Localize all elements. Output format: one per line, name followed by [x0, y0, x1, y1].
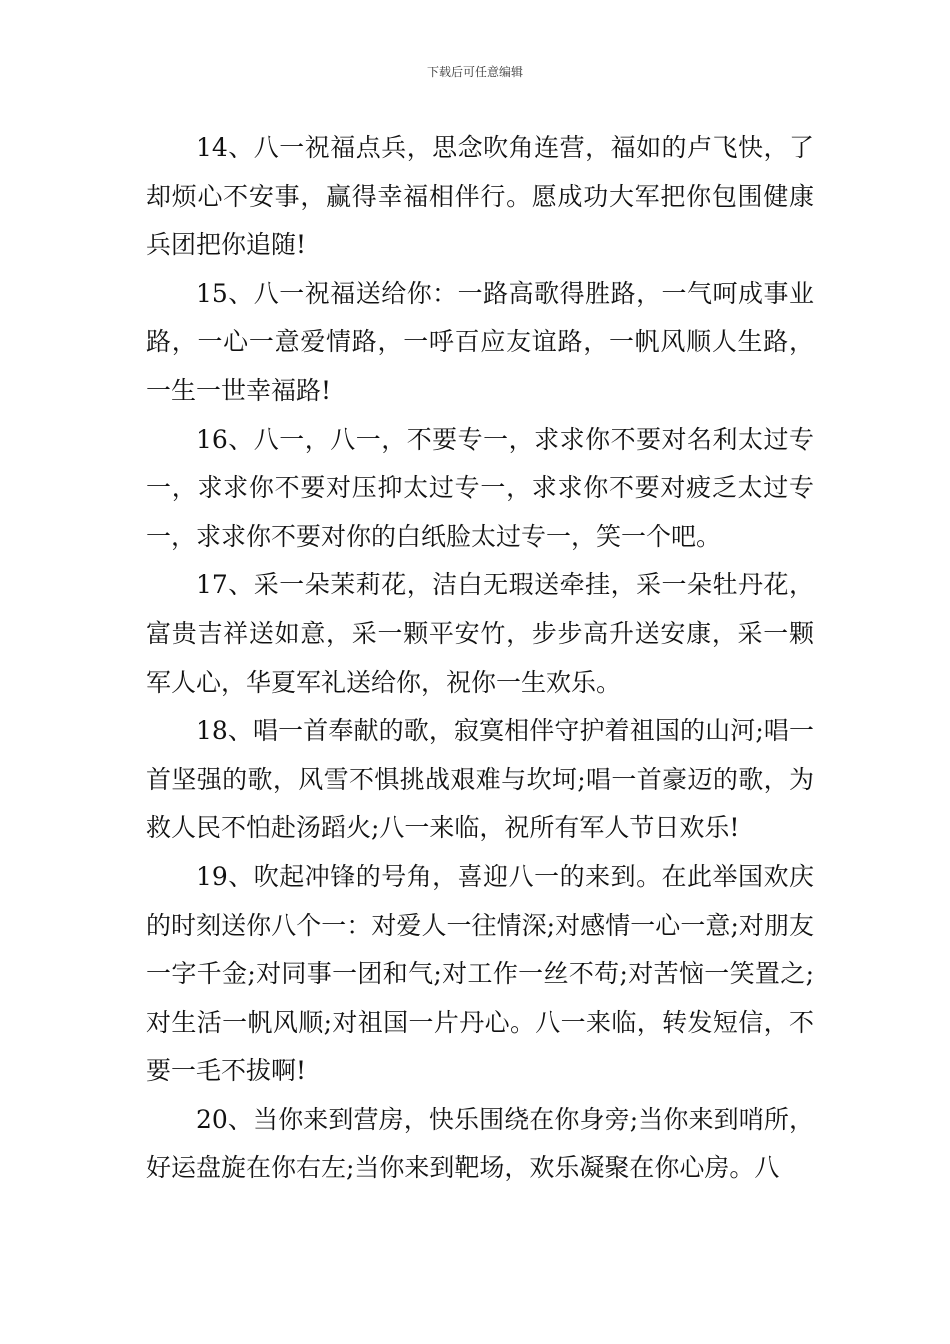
- paragraph-15: 15、八一祝福送给你：一路高歌得胜路，一气呵成事业路，一心一意爱情路，一呼百应友谊路，一帆风顺人生路，一生一世幸福路!: [146, 278, 814, 405]
- page-header: 下载后可任意编辑: [426, 65, 523, 79]
- paragraph-19: 19、吹起冲锋的号角，喜迎八一的来到。在此举国欢庆的时刻送你八个一：对爱人一往情深;对感情一心一意;对朋友一字千金;对同事一团和气;对工作一丝不苟;对苦恼一笑置之;对生活一帆风顺;对祖国一片丹心。八一来临，转发短信，不要一毛不拔啊!: [146, 861, 814, 1086]
- paragraph-20: 20、当你来到营房，快乐围绕在你身旁;当你来到哨所，好运盘旋在你右左;当你来到靶场，欢乐凝聚在你心房。八: [146, 1104, 814, 1183]
- paragraph-16: 16、八一，八一，不要专一，求求你不要对名利太过专一，求求你不要对压抑太过专一，求求你不要对疲乏太过专一，求求你不要对你的白纸脸太过专一，笑一个吧。: [146, 424, 814, 551]
- paragraph-17: 17、采一朵茉莉花，洁白无瑕送牵挂，采一朵牡丹花，富贵吉祥送如意，采一颗平安竹，步步高升送安康，采一颗军人心，华夏军礼送给你，祝你一生欢乐。: [146, 570, 814, 697]
- document-body: [146, 124, 814, 1193]
- paragraph-14: 14、八一祝福点兵，思念吹角连营，福如的卢飞快，了却烦心不安事，赢得幸福相伴行。愿成功大军把你包围健康兵团把你追随!: [146, 133, 814, 260]
- paragraph-18: 18、唱一首奉献的歌，寂寞相伴守护着祖国的山河;唱一首坚强的歌，风雪不惧挑战艰难与坎坷;唱一首豪迈的歌，为救人民不怕赴汤蹈火;八一来临，祝所有军人节日欢乐!: [146, 716, 814, 843]
